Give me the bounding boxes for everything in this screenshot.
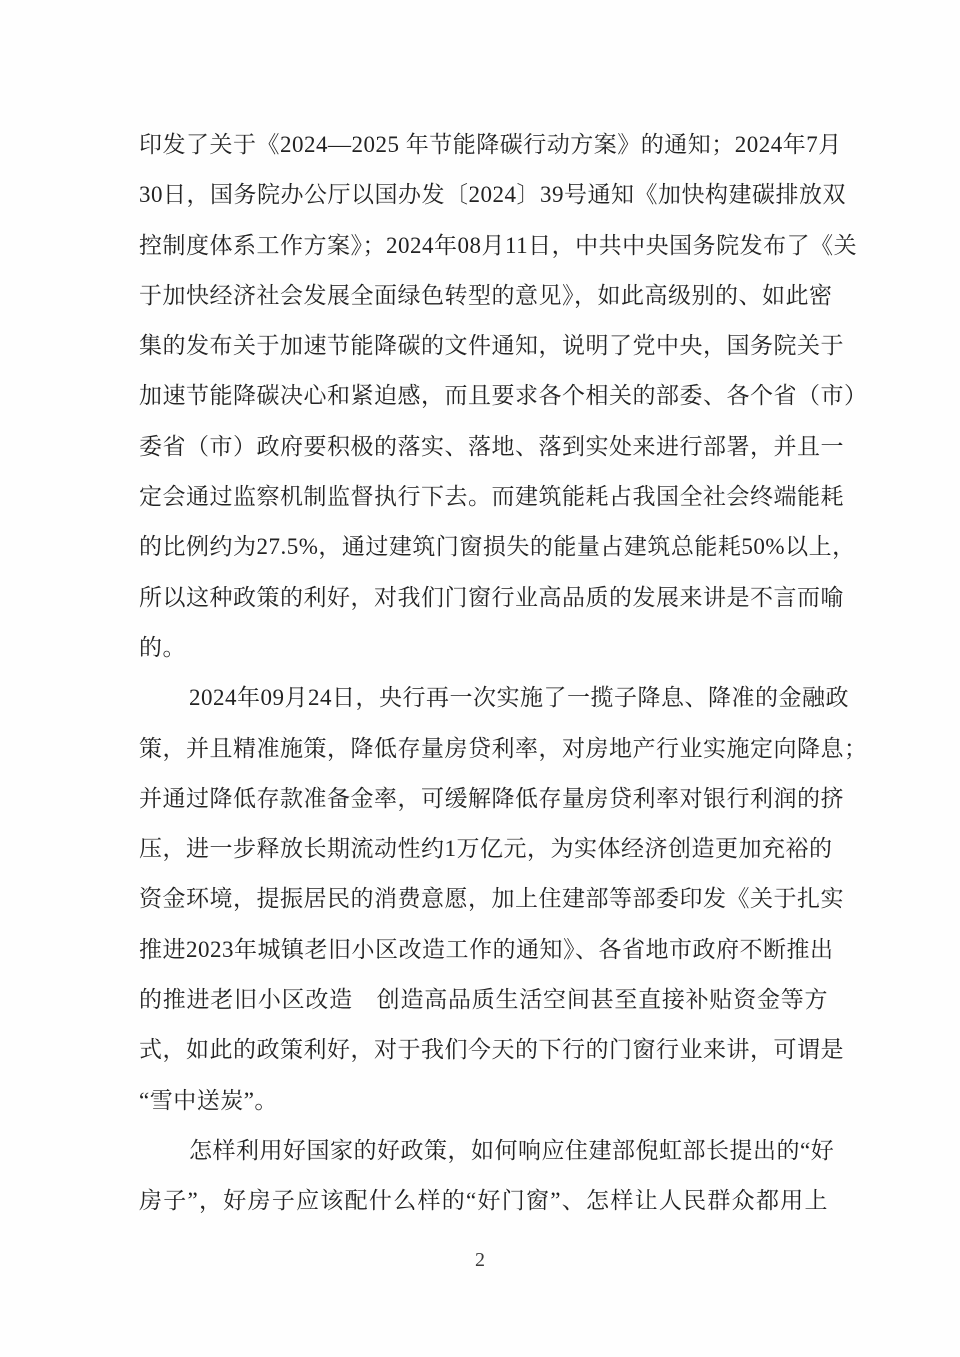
text-line: 控制度体系工作方案》；2024年08月11日，中共中央国务院发布了《关 xyxy=(139,232,858,258)
paragraph xyxy=(139,1126,835,1227)
text-line: 定会通过监察机制监督执行下去。而建筑能耗占我国全社会终端能耗 xyxy=(139,484,844,510)
text-line: 2024年09月24日，央行再一次实施了一揽子降息、降准的金融政 xyxy=(189,685,849,711)
text-line: 的。 xyxy=(139,634,186,660)
text-line: 推进2023年城镇老旧小区改造工作的通知》、各省地市政府不断推出 xyxy=(139,936,834,962)
text-line: 的比例约为27.5%，通过建筑门窗损失的能量占建筑总能耗50%以上， xyxy=(139,534,856,560)
text-line: 策，并且精准施策，降低存量房贷利率，对房地产行业实施定向降息； xyxy=(139,735,868,761)
text-line: 所以这种政策的利好，对我们门窗行业高品质的发展来讲是不言而喻 xyxy=(139,584,844,610)
text-line: 怎样利用好国家的好政策，如何响应住建部倪虹部长提出的“好 xyxy=(189,1137,835,1163)
text-line: 30日，国务院办公厅以国办发〔2024〕39号通知《加快构建碳排放双 xyxy=(139,182,846,208)
text-line: 资金环境，提振居民的消费意愿，加上住建部等部委印发《关于扎实 xyxy=(139,886,844,912)
text-line: “雪中送炭”。 xyxy=(139,1087,278,1113)
text-line: 的推进老旧小区改造 创造高品质生活空间甚至直接补贴资金等方 xyxy=(139,987,828,1013)
text-line: 加速节能降碳决心和紧迫感，而且要求各个相关的部委、各个省（市） xyxy=(139,383,868,409)
document-body-text xyxy=(139,120,868,1227)
text-line: 并通过降低存款准备金率，可缓解降低存量房贷利率对银行利润的挤 xyxy=(139,785,844,811)
text-line: 于加快经济社会发展全面绿色转型的意见》，如此高级别的、如此密 xyxy=(139,282,833,308)
text-line: 压，进一步释放长期流动性约1万亿元，为实体经济创造更加充裕的 xyxy=(139,836,833,862)
paragraph xyxy=(139,120,868,673)
text-line: 式，如此的政策利好，对于我们今天的下行的门窗行业来讲，可谓是 xyxy=(139,1037,844,1063)
paragraph xyxy=(139,673,868,1126)
text-line: 印发了关于《2024—2025 年节能降碳行动方案》的通知；2024年7月 xyxy=(139,132,842,157)
text-line: 委省（市）政府要积极的落实、落地、落到实处来进行部署，并且一 xyxy=(139,433,844,459)
text-line: 房子”，好房子应该配什么样的“好门窗”、怎样让人民群众都用上 xyxy=(139,1188,828,1214)
text-line: 集的发布关于加速节能降碳的文件通知，说明了党中央，国务院关于 xyxy=(139,333,844,359)
page-number: 2 xyxy=(475,1249,485,1271)
